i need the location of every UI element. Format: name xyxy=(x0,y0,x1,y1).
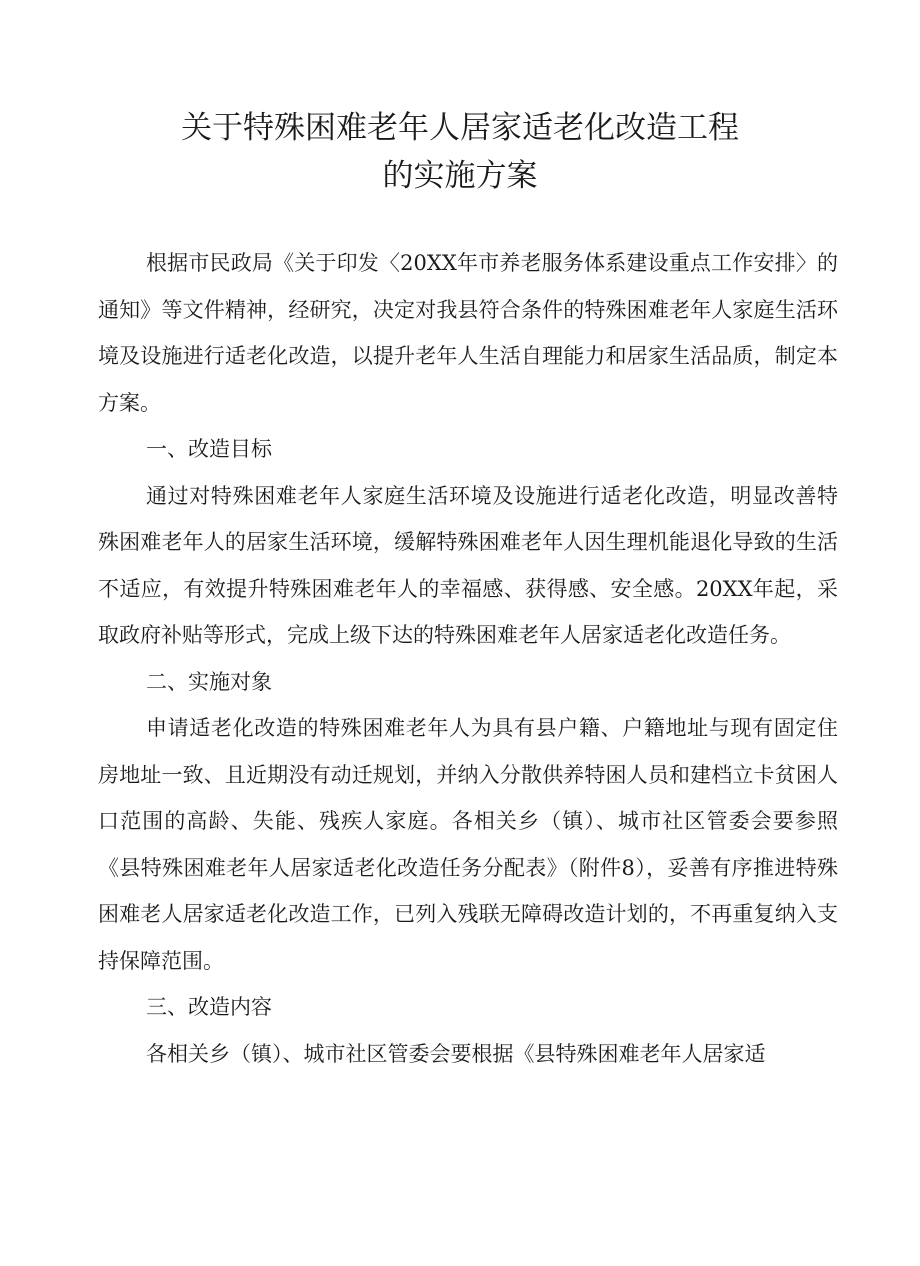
section-heading-goals: 一、改造目标 xyxy=(146,437,272,461)
paragraph-goals: 通过对特殊困难老年人家庭生活环境及设施进行适老化改造，明显改善特殊困难老年人的居家生活环境，缓解特殊困难老年人因生理机能退化导致的生活不适应，有效提升特殊困难老年人的幸福感、获得感、安全感。20XX年起，采取政府补贴等形式，完成上级下达的特殊困难老年人居家适老化改造任务。 xyxy=(98,483,838,647)
paragraph-intro: 根据市民政局《关于印发〈20XX年市养老服务体系建设重点工作安排〉的通知》等文件精神，经研究，决定对我县符合条件的特殊困难老年人家庭生活环境及设施进行适老化改造，以提升老年人生活自理能力和居家生活品质，制定本方案。 xyxy=(98,251,838,415)
section-heading-content: 三、改造内容 xyxy=(146,995,272,1019)
document-title-line-1: 关于特殊困难老年人居家适老化改造工程 xyxy=(181,110,739,146)
document-title-line-2: 的实施方案 xyxy=(382,158,538,194)
document-body xyxy=(98,240,838,1077)
section-heading-targets: 二、实施对象 xyxy=(146,669,272,694)
paragraph-targets: 申请适老化改造的特殊困难老年人为具有县户籍、户籍地址与现有固定住房地址一致、且近期没有动迁规划，并纳入分散供养特困人员和建档立卡贫困人口范围的高龄、失能、残疾人家庭。各相关乡（镇）、城市社区管委会要参照《县特殊困难老年人居家适老化改造任务分配表》（附件8），妥善有序推进特殊困难老人居家适老化改造工作，已列入残联无障碍改造计划的，不再重复纳入支持保障范围。 xyxy=(98,716,838,973)
paragraph-content: 各相关乡（镇）、城市社区管委会要根据《县特殊困难老年人居家适 xyxy=(146,1041,766,1066)
